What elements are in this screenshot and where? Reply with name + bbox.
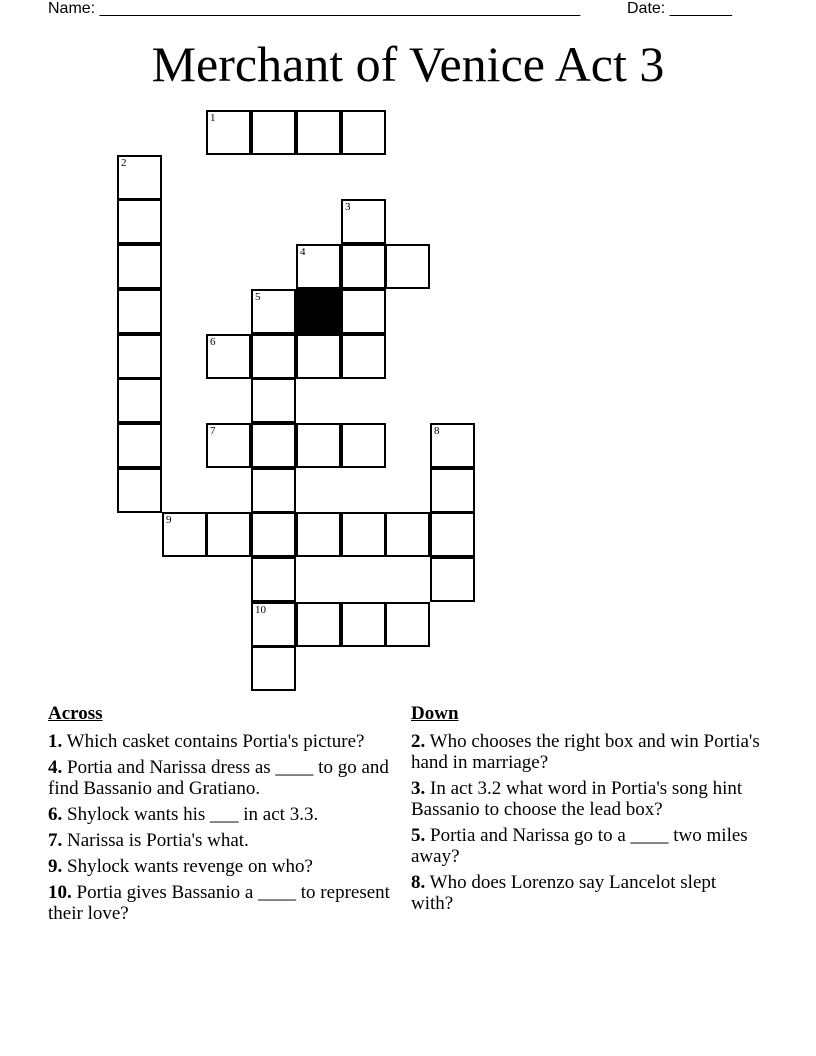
crossword-cell[interactable] [430, 557, 475, 602]
clue-number: 1. [48, 731, 63, 752]
cell-number: 3 [345, 201, 351, 213]
crossword-cell[interactable] [251, 468, 296, 513]
crossword-cell[interactable] [385, 512, 430, 557]
crossword-cell[interactable] [117, 155, 162, 200]
crossword-cell[interactable] [341, 289, 386, 334]
clue-across-4 [48, 757, 398, 799]
crossword-cell[interactable] [117, 289, 162, 334]
crossword-cell[interactable] [206, 334, 251, 379]
crossword-cell[interactable] [296, 334, 341, 379]
clue-across-9 [48, 856, 398, 877]
crossword-cell[interactable] [251, 602, 296, 647]
crossword-block [296, 289, 341, 334]
crossword-cell[interactable] [385, 602, 430, 647]
clue-text: Shylock wants his ___ in act 3.3. [67, 804, 319, 825]
cell-number: 4 [300, 246, 306, 258]
cell-number: 6 [210, 336, 216, 348]
cell-number: 2 [121, 157, 127, 169]
clue-number: 9. [48, 856, 63, 877]
clue-number: 7. [48, 830, 63, 851]
crossword-cell[interactable] [341, 110, 386, 155]
crossword-cell[interactable] [385, 244, 430, 289]
clue-text: Who does Lorenzo say Lancelot slept with? [411, 872, 717, 914]
crossword-cell[interactable] [251, 378, 296, 423]
page-title: Merchant of Venice Act 3 [151, 36, 665, 92]
crossword-cell[interactable] [251, 557, 296, 602]
crossword-cell[interactable] [341, 244, 386, 289]
crossword-cell[interactable] [251, 423, 296, 468]
crossword-cell[interactable] [296, 512, 341, 557]
clue-down-3 [411, 778, 761, 820]
clue-down-5 [411, 825, 761, 867]
clue-number: 3. [411, 778, 426, 799]
crossword-cell[interactable] [341, 334, 386, 379]
clue-number: 8. [411, 872, 426, 893]
clue-across-10 [48, 882, 398, 924]
cell-number: 5 [255, 291, 261, 303]
crossword-cell[interactable] [341, 199, 386, 244]
crossword-cell[interactable] [162, 512, 207, 557]
crossword-cell[interactable] [296, 423, 341, 468]
crossword-cell[interactable] [117, 199, 162, 244]
down-clues [411, 703, 761, 919]
cell-number: 8 [434, 425, 440, 437]
cell-number: 1 [210, 112, 216, 124]
across-heading: Across [48, 703, 103, 724]
crossword-cell[interactable] [296, 244, 341, 289]
cell-number: 9 [166, 514, 172, 526]
crossword-cell[interactable] [251, 289, 296, 334]
clue-across-1 [48, 731, 398, 752]
crossword-cell[interactable] [251, 512, 296, 557]
down-heading: Down [411, 703, 459, 724]
crossword-cell[interactable] [117, 334, 162, 379]
crossword-cell[interactable] [251, 646, 296, 691]
clue-text: Who chooses the right box and win Portia's hand in marriage? [411, 731, 760, 773]
clue-text: Portia and Narissa go to a ____ two miles away? [411, 825, 748, 867]
name-field-label: Name: ______________________________________________________ [48, 0, 581, 17]
clue-number: 6. [48, 804, 63, 825]
clue-across-6 [48, 804, 398, 825]
clue-down-2 [411, 731, 761, 773]
date-field-label: Date: _______ [627, 0, 732, 17]
crossword-cell[interactable] [341, 423, 386, 468]
crossword-cell[interactable] [251, 334, 296, 379]
crossword-cell[interactable] [341, 602, 386, 647]
clue-text: In act 3.2 what word in Portia's song hint Bassanio to choose the lead box? [411, 778, 743, 820]
crossword-cell[interactable] [341, 512, 386, 557]
crossword-cell[interactable] [430, 512, 475, 557]
clue-across-7 [48, 830, 398, 851]
crossword-cell[interactable] [430, 468, 475, 513]
clue-text: Portia and Narissa dress as ____ to go and find Bassanio and Gratiano. [48, 757, 389, 799]
clue-number: 10. [48, 882, 72, 903]
crossword-cell[interactable] [206, 110, 251, 155]
crossword-cell[interactable] [117, 378, 162, 423]
clue-down-8 [411, 872, 761, 914]
crossword-cell[interactable] [117, 423, 162, 468]
cell-number: 7 [210, 425, 216, 437]
crossword-cell[interactable] [206, 423, 251, 468]
crossword-cell[interactable] [296, 602, 341, 647]
crossword-cell[interactable] [296, 110, 341, 155]
clue-text: Shylock wants revenge on who? [67, 856, 313, 877]
clue-text: Portia gives Bassanio a ____ to represent their love? [48, 882, 390, 924]
crossword-cell[interactable] [117, 468, 162, 513]
clue-text: Which casket contains Portia's picture? [66, 731, 365, 752]
clue-text: Narissa is Portia's what. [67, 830, 249, 851]
clue-number: 2. [411, 731, 426, 752]
cell-number: 10 [255, 604, 266, 616]
crossword-cell[interactable] [430, 423, 475, 468]
clue-number: 5. [411, 825, 426, 846]
crossword-cell[interactable] [251, 110, 296, 155]
crossword-cell[interactable] [117, 244, 162, 289]
crossword-cell[interactable] [206, 512, 251, 557]
across-clues [48, 703, 398, 929]
clue-number: 4. [48, 757, 63, 778]
